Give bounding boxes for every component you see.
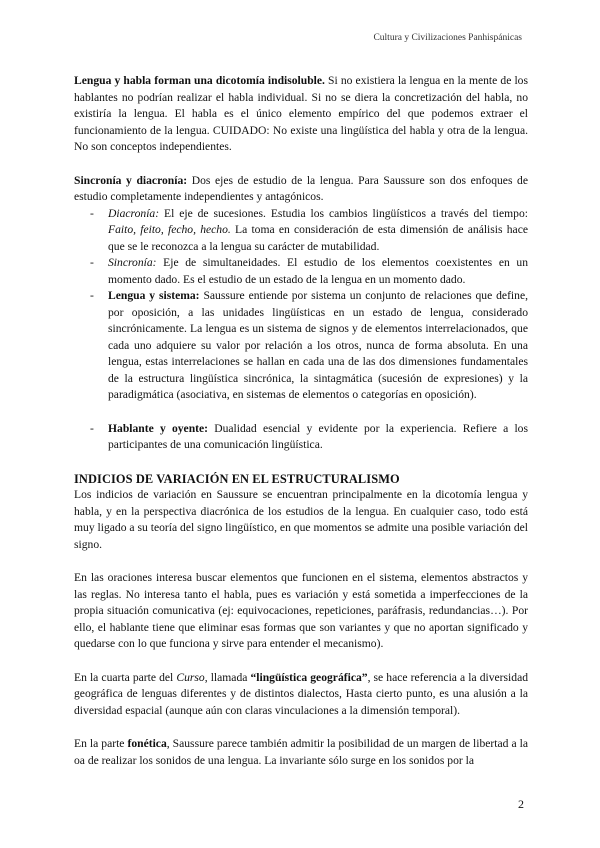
paragraph-indicios: Los indicios de variación en Saussure se encuentran principalmente en la dicotomía lengua y habla, y en la perspectiva diacrónica de los estudios de la lengua. En cualquier caso, todo está muy ligado a su teoría del signo lingüístico, en que momentos se admite una posible variación del signo. <box>74 488 528 551</box>
paragraph-text: Dos ejes de estudio de la lengua. Para Saussure son dos enfoques de estudio completamente independientes y antagónicos. <box>74 173 528 203</box>
item-term: Diacronía: <box>108 206 160 220</box>
paragraph-text: , llamada <box>204 670 251 684</box>
italic-curso: Curso <box>176 670 205 684</box>
item-term: Sincronía: <box>108 256 157 269</box>
running-header: Cultura y Civilizaciones Panhispánicas <box>373 33 522 43</box>
paragraph-linguistica-geografica <box>74 670 528 720</box>
bold-lead: Sincronía y diacronía: <box>74 173 188 187</box>
item-term: Hablante y oyente: <box>108 421 209 435</box>
paragraph-text: En la cuarta parte del <box>74 670 177 684</box>
paragraph-text: Si no existiera la lengua en la mente de los hablantes no podrían realizar el habla individual. Si no se diera la concretización del habla, no existiría la lengua. El habla es el único elemento empírico del que podemos extraer el funcionamiento de la lengua. CUIDADO: No existe una lingüística del habla y otra de la lengua. No son conceptos independientes. <box>74 74 528 153</box>
page-number: 2 <box>518 797 524 811</box>
list-item-hablante-oyente <box>108 421 528 454</box>
bold-term: fonética <box>127 737 167 750</box>
item-term: Lengua y sistema: <box>108 289 200 302</box>
bold-term: “lingüística geográfica” <box>250 670 368 684</box>
paragraph-fonetica <box>74 736 528 769</box>
list-item-lengua-sistema <box>108 288 528 404</box>
concept-list <box>74 206 528 454</box>
list-item-sincronia <box>108 255 528 288</box>
item-example: Faito, feito, fecho, hecho. <box>108 223 231 236</box>
paragraph-text: , se hace referencia a la diversidad geográfica de lenguas diferentes y de distintos dialectos, Hasta cierto punto, es una alusión a la diversidad espacial (aunque aún con claras vinculaciones a la dimensión temporal). <box>74 670 529 717</box>
page-content <box>74 73 528 786</box>
bold-lead: Lengua y habla forman una dicotomía indisoluble. <box>74 74 325 87</box>
list-item-diacronia <box>108 206 528 256</box>
paragraph-text: En la parte <box>74 737 128 750</box>
item-text: Saussure entiende por sistema un conjunto de relaciones que define, por oposición, a las unidades lingüísticas en un estado de lengua, considerado sincrónicamente. La lengua es un sistema de signos y de elementos interrelacionados, que cada uno adquiere su valor por relación a los otros, nunca de forma absoluta. En una lengua, estas interrelaciones se hallan en cada una de las dos dimensiones fundamentales de la estructura lingüística sincrónica, la sintagmática (sucesión de expresiones) y la paradigmática (asociativa, en sistemas de elementos o categorías en oposición). <box>108 289 528 401</box>
item-text: Eje de simultaneidades. El estudio de los elementos coexistentes en un momento dado. Es el estudio de un estado de la lengua en un momento dado. <box>108 256 528 286</box>
paragraph-text: , Saussure parece también admitir la posibilidad de un margen de libertad a la oa de realizar los sonidos de una lengua. La invariante sólo surge en los sonidos por la <box>74 737 528 767</box>
item-text: Dualidad esencial y evidente por la experiencia. Refiere a los participantes de una comunicación lingüística. <box>108 421 528 451</box>
item-text: La toma en consideración de esta dimensión de análisis hace que se le reconozca a la lengua su carácter de mutabilidad. <box>108 223 528 253</box>
paragraph-sincronia-diacronia <box>74 173 528 206</box>
item-text: El eje de sucesiones. Estudia los cambios lingüísticos a través del tiempo: <box>159 206 528 220</box>
paragraph-oraciones: En las oraciones interesa buscar elementos que funcionen en el sistema, elementos abstractos y las reglas. No interesa tanto el habla, pues es variación y está sometida a imperfecciones de la propia situación comunicativa (ej: equivocaciones, repeticiones, paráfrasis, redundancias…). Por ello, el hablante tiene que eliminar esas formas que son variantes y que no aportan significado y quedarse con lo que funciona y sirve para entender el mecanismo). <box>74 571 528 650</box>
section-heading: INDICIOS DE VARIACIÓN EN EL ESTRUCTURALISMO <box>74 471 400 486</box>
paragraph-lengua-habla <box>74 73 528 156</box>
